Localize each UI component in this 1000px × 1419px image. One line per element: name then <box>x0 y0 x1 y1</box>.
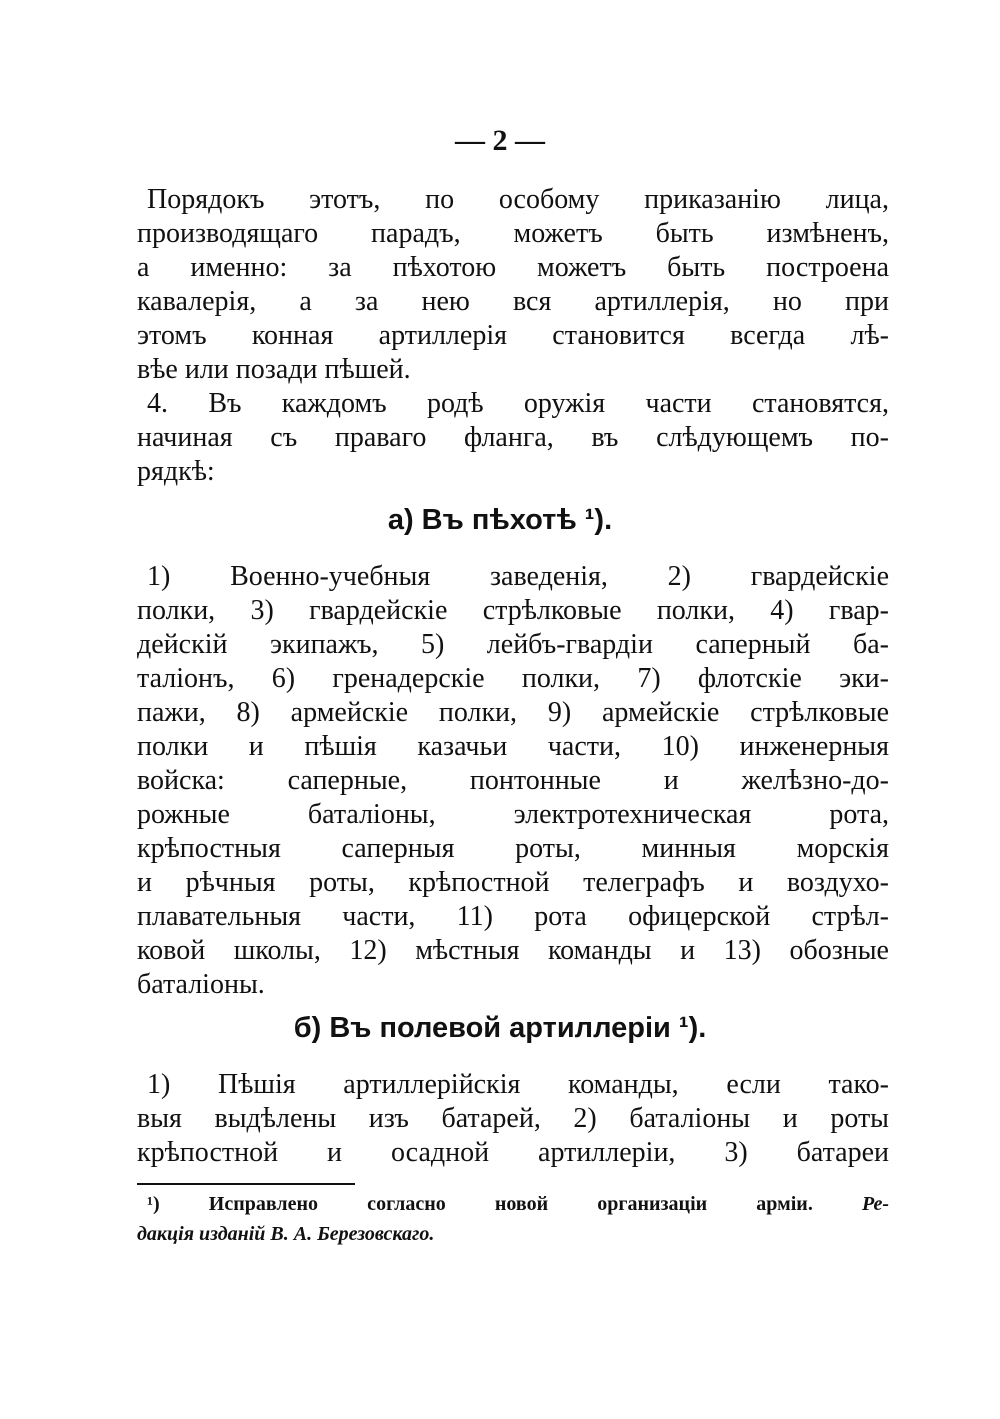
text-line: таліонъ, 6) гренадерскіе полки, 7) флотскіе эки- <box>137 663 889 694</box>
text-line: баталіоны. <box>137 969 265 1000</box>
text-line: 4. Въ каждомъ родѣ оружія части становятся, <box>147 388 889 419</box>
text-line: Порядокъ этотъ, по особому приказанію лица, <box>147 184 889 215</box>
text-line: кавалерія, а за нею вся артиллерія, но при <box>137 286 889 317</box>
footnote-divider <box>137 1183 355 1185</box>
text-line: рожные баталіоны, электротехническая рота, <box>137 799 889 830</box>
section-heading-field-artillery: б) Въ полевой артиллеріи ¹). <box>293 1012 707 1044</box>
text-line: производящаго парадъ, можетъ быть измѣненъ, <box>137 218 889 249</box>
paragraph-order-note <box>137 183 889 489</box>
page-number: — 2 — <box>455 124 545 157</box>
paragraph-infantry-list <box>137 560 889 1002</box>
text-line: выя выдѣлены изъ батарей, 2) баталіоны и роты <box>137 1103 889 1134</box>
text-line: и рѣчныя роты, крѣпостной телеграфъ и воздухо- <box>137 867 889 898</box>
footnote-line <box>137 1189 889 1219</box>
text-line: полки, 3) гвардейскіе стрѣлковые полки, 4) гвар- <box>137 595 889 626</box>
text-line: полки и пѣшія казачьи части, 10) инженерныя <box>137 731 889 762</box>
text-line: крѣпостной и осадной артиллеріи, 3) батареи <box>137 1137 889 1168</box>
footnote <box>137 1189 889 1249</box>
text-line: плавательныя части, 11) рота офицерской стрѣл- <box>137 901 889 932</box>
text-line: 1) Военно-учебныя заведенія, 2) гвардейскіе <box>147 561 889 592</box>
text-line: рядкѣ: <box>137 456 215 487</box>
text-line: этомъ конная артиллерія становится всегда лѣ- <box>137 320 889 351</box>
text-line: начиная съ праваго фланга, въ слѣдующемъ по- <box>137 422 889 453</box>
text-line: дейскій экипажъ, 5) лейбъ-гвардіи саперный ба- <box>137 629 889 660</box>
text-line: крѣпостныя саперныя роты, минныя морскія <box>137 833 889 864</box>
text-line: войска: саперные, понтонные и желѣзно-до- <box>137 765 889 796</box>
text-line: а именно: за пѣхотою можетъ быть построена <box>137 252 889 283</box>
text-line: пажи, 8) армейскіе полки, 9) армейскіе стрѣлковые <box>137 697 889 728</box>
text-line: 1) Пѣшія артиллерійскія команды, если тако- <box>147 1069 889 1100</box>
text-line: вѣе или позади пѣшей. <box>137 354 411 385</box>
footnote-text: ¹) Исправлено согласно новой организаціи арміи. <box>147 1193 813 1215</box>
footnote-line: дакція изданій В. А. Березовскаго. <box>137 1223 435 1245</box>
footnote-italic: Ре- <box>861 1193 890 1215</box>
section-heading-infantry: а) Въ пѣхотѣ ¹). <box>387 504 613 536</box>
paragraph-artillery-list <box>137 1068 889 1170</box>
text-line: ковой школы, 12) мѣстныя команды и 13) обозные <box>137 935 889 966</box>
